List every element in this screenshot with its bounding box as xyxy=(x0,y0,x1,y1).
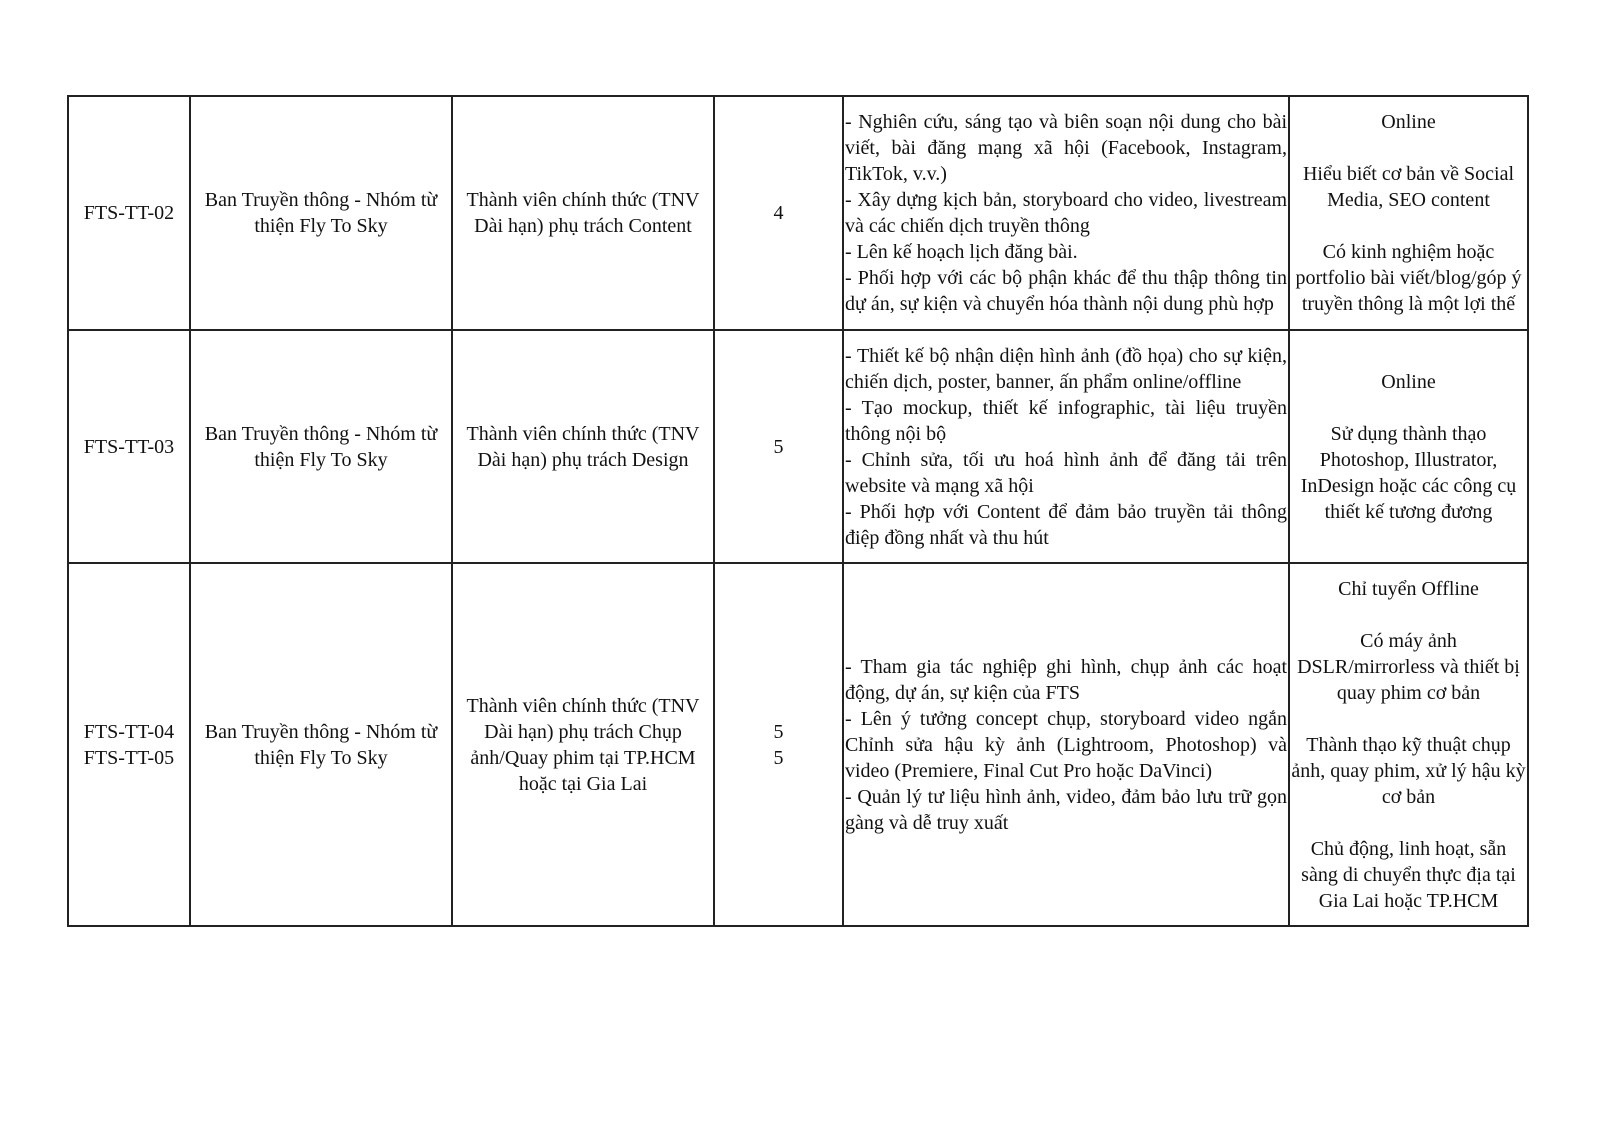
position-code: FTS-TT-02 xyxy=(83,202,175,224)
requirement-item: Online xyxy=(1381,111,1436,133)
duty-item: - Phối hợp với các bộ phận khác để thu thập thông tin dự án, sự kiện và chuyển hóa thành nội dung phù hợp xyxy=(845,267,1287,315)
duty-item: - Lên ý tưởng concept chụp, storyboard video ngắn Chỉnh sửa hậu kỳ ảnh (Lightroom, Photoshop) và video (Premiere, Final Cut Pro hoặc DaVinci) xyxy=(845,707,1287,782)
requirement-item: Chỉ tuyển Offline xyxy=(1338,577,1479,600)
duties-cell xyxy=(843,330,1289,563)
position-code-cell xyxy=(68,96,190,330)
position-code-cell xyxy=(68,563,190,926)
requirement-item: Sử dụng thành thạo Photoshop, Illustrator, InDesign hoặc các công cụ thiết kế tương đương xyxy=(1300,422,1517,523)
role-cell: Thành viên chính thức (TNV Dài hạn) phụ trách Design xyxy=(452,330,714,563)
quantity: 4 xyxy=(773,202,784,224)
position-code-cell xyxy=(68,330,190,563)
requirement-item: Online xyxy=(1381,370,1436,393)
duty-item: - Phối hợp với Content để đảm bảo truyền tải thông điệp đồng nhất và thu hút xyxy=(845,500,1287,549)
quantity: 5 xyxy=(773,435,784,458)
requirement-item: Có kinh nghiệm hoặc portfolio bài viết/blog/góp ý truyền thông là một lợi thế xyxy=(1295,241,1522,315)
requirement-item: Hiểu biết cơ bản về Social Media, SEO content xyxy=(1302,163,1515,211)
duty-item: - Nghiên cứu, sáng tạo và biên soạn nội dung cho bài viết, bài đăng mạng xã hội (Facebook, Instagram, TikTok, v.v.) xyxy=(845,111,1287,185)
duty-item: - Xây dựng kịch bản, storyboard cho video, livestream và các chiến dịch truyền thông xyxy=(845,189,1287,237)
department-cell: Ban Truyền thông - Nhóm từ thiện Fly To Sky xyxy=(190,96,452,330)
requirements-cell xyxy=(1289,563,1528,926)
recruitment-table xyxy=(67,95,1529,927)
duties-cell xyxy=(843,96,1289,330)
duty-item: - Lên kế hoạch lịch đăng bài. xyxy=(845,241,1078,263)
duty-item: - Tham gia tác nghiệp ghi hình, chụp ảnh các hoạt động, dự án, sự kiện của FTS xyxy=(845,655,1287,704)
position-code: FTS-TT-03 xyxy=(83,435,175,458)
table-row xyxy=(68,96,1528,330)
position-code: FTS-TT-04 xyxy=(83,720,175,743)
quantity: 5 xyxy=(773,720,784,743)
quantity-cell xyxy=(714,96,843,330)
requirements-cell xyxy=(1289,330,1528,563)
department-cell: Ban Truyền thông - Nhóm từ thiện Fly To Sky xyxy=(190,563,452,926)
duty-item: - Tạo mockup, thiết kế infographic, tài liệu truyền thông nội bộ xyxy=(845,396,1287,445)
duties-cell xyxy=(843,563,1289,926)
role-cell: Thành viên chính thức (TNV Dài hạn) phụ trách Chụp ảnh/Quay phim tại TP.HCM hoặc tại Gia Lai xyxy=(452,563,714,926)
position-code: FTS-TT-05 xyxy=(83,746,175,769)
duty-item: - Chỉnh sửa, tối ưu hoá hình ảnh để đăng tải trên website và mạng xã hội xyxy=(845,448,1287,497)
quantity: 5 xyxy=(773,746,784,769)
duty-item: - Quản lý tư liệu hình ảnh, video, đảm bảo lưu trữ gọn gàng và dễ truy xuất xyxy=(845,785,1287,834)
quantity-cell xyxy=(714,563,843,926)
role-cell: Thành viên chính thức (TNV Dài hạn) phụ trách Content xyxy=(452,96,714,330)
table-row xyxy=(68,563,1528,926)
table-row xyxy=(68,330,1528,563)
requirement-item: Thành thạo kỹ thuật chụp ảnh, quay phim, xử lý hậu kỳ cơ bản xyxy=(1291,733,1526,808)
quantity-cell xyxy=(714,330,843,563)
department-cell: Ban Truyền thông - Nhóm từ thiện Fly To Sky xyxy=(190,330,452,563)
duty-item: - Thiết kế bộ nhận diện hình ảnh (đồ họa) cho sự kiện, chiến dịch, poster, banner, ấn phẩm online/offline xyxy=(845,344,1287,393)
requirement-item: Chủ động, linh hoạt, sẵn sàng di chuyển thực địa tại Gia Lai hoặc TP.HCM xyxy=(1301,837,1516,912)
requirement-item: Có máy ảnh DSLR/mirrorless và thiết bị quay phim cơ bản xyxy=(1297,629,1520,704)
requirements-cell xyxy=(1289,96,1528,330)
